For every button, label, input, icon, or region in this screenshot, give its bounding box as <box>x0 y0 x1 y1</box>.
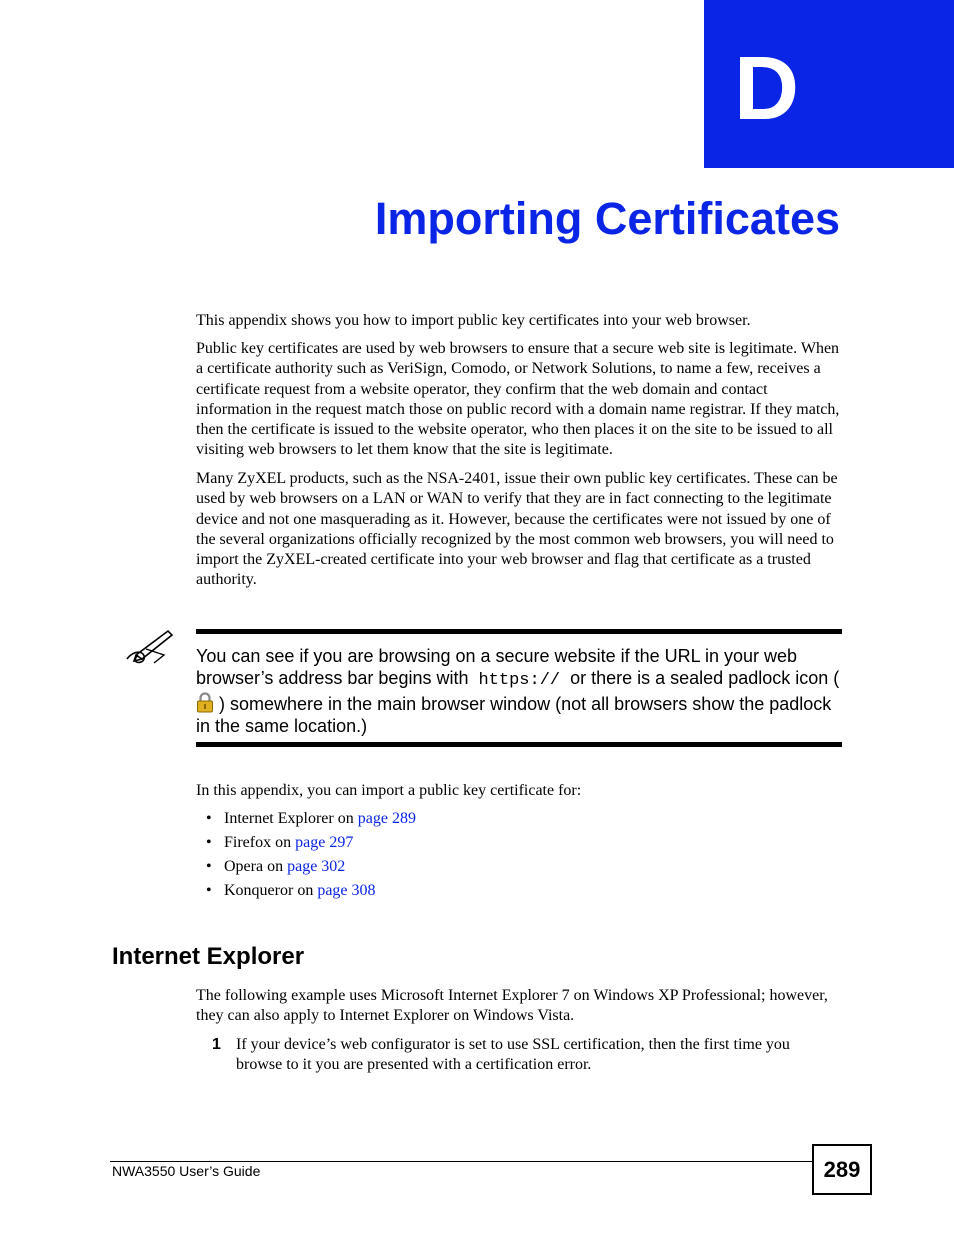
page-title: Importing Certificates <box>374 193 840 244</box>
link-page-289[interactable]: page 289 <box>357 810 416 827</box>
list-item: • Opera on page 302 <box>206 858 346 875</box>
browser-list <box>206 809 416 905</box>
link-page-302[interactable]: page 302 <box>287 858 346 875</box>
note-part-2: or there is a sealed padlock icon ( <box>570 668 840 688</box>
note-code: https:// <box>478 671 561 690</box>
list-item: • Internet Explorer on page 289 <box>206 810 416 827</box>
list-item: • Firefox on page 297 <box>206 834 354 851</box>
note-text <box>196 645 842 737</box>
link-page-308[interactable]: page 308 <box>317 882 376 899</box>
chapter-tab <box>704 0 954 168</box>
note-box <box>196 629 842 747</box>
page-number: 289 <box>812 1144 872 1195</box>
intro-paragraph-1: This appendix shows you how to import public key certificates into your web browser. <box>196 312 751 329</box>
note-part-1: You can see if you are browsing on a secure website if the URL in your web browser’s address bar begins with <box>196 646 798 688</box>
intro-paragraph-2: Public key certificates are used by web browsers to ensure that a secure web site is legitimate. When a certificate authority such as VeriSign, Comodo, or Network Solutions, to name a few, receives a certificate request from a website operator, they confirm that the web domain and contact information in the request match those on public record with a domain name registrar. If they match, then the certificate is issued to the website operator, who then places it on the site to be issued to all visiting web browsers to let them know that the site is legitimate. <box>196 340 840 459</box>
note-part-3: ) somewhere in the main browser window (not all browsers show the padlock in the same location.) <box>196 694 832 736</box>
pencil-note-icon <box>124 625 174 665</box>
padlock-icon <box>196 692 214 713</box>
step-text: If your device’s web configurator is set to use SSL certification, then the first time you browse to it you are presented with a certification error. <box>236 1036 790 1074</box>
list-item: • Konqueror on page 308 <box>206 882 376 899</box>
link-page-297[interactable]: page 297 <box>295 834 354 851</box>
footer-guide-title: NWA3550 User’s Guide <box>112 1163 261 1179</box>
intro-paragraph-3: Many ZyXEL products, such as the NSA-2401, issue their own public key certificates. These can be used by web browsers on a LAN or WAN to verify that they are in fact connecting to the legitimate device and not one masquerading as it. However, because the certificates were not issued by one of the several organizations officially recognized by the most common web browsers, you will need to import the ZyXEL-created certificate into your web browser and flag that certificate as a trusted authority. <box>196 470 838 589</box>
list-intro: In this appendix, you can import a public key certificate for: <box>196 782 582 799</box>
chapter-letter: D <box>734 39 799 139</box>
section-heading: Internet Explorer <box>112 943 305 970</box>
section-paragraph: The following example uses Microsoft Internet Explorer 7 on Windows XP Professional; however, they can also apply to Internet Explorer on Windows Vista. <box>196 987 828 1025</box>
step-number: 1 <box>212 1036 221 1053</box>
